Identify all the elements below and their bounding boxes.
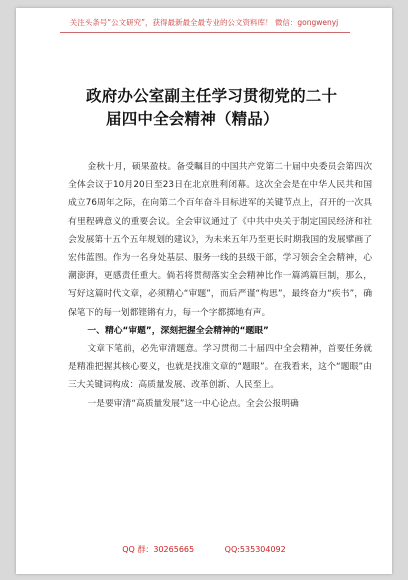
footer-contact bbox=[16, 544, 392, 555]
footer-qq-group: QQ 群：30265665 bbox=[122, 545, 195, 554]
paragraph: 一是要审清“高质量发展”这一中心论点。全会公报明确 bbox=[87, 398, 299, 409]
paragraph: 金秋十月，硕果盈枝。备受瞩目的中国共产党第二十届中央委员会第四次全体会议于10月20日至23日在北京胜利闭幕。这次全会是在中华人民共和国成立76周年之际，在向第二个百年奋斗目标进军的关键节点上，召开的一次具有里程碑意义的重要会议。全会审议通过了《中共中央关于制定国民经济和社会发展第十五个五年规划的建议》，为未来五年乃至更长时期我国的发展擘画了宏伟蓝图。作为一名身处基层、服务一线的县级干部，学习领会全会精神，心潮澎湃，更感责任重大。倘若将贯彻落实全会精神比作一篇鸿篇巨制，那么，写好这篇时代文章，必须精心“审题”，而后严谨“构思”，最终奋力“疾书”，确保笔下的每一划都铿锵有力，每一个字都掷地有声。 bbox=[68, 162, 372, 318]
header-divider bbox=[60, 32, 350, 33]
section-heading: 一、精心“审题”，深刻把握全会精神的“题眼” bbox=[87, 325, 269, 336]
header-promo-note: 关注头条号“公文研究”，获得最新最全最专业的公文资料库！ 微信：gongwenyj bbox=[69, 18, 339, 27]
paragraph: 文章下笔前，必先审清题意。学习贯彻二十届四中全会精神，首要任务就是精准把握其核心要义，也就是找准文章的“题眼”。在我看来，这个“题眼”由三大关键词构成：高质量发展、改革创新、人民至上。 bbox=[68, 344, 372, 391]
title-line-2: 届四中全会精神（精品） bbox=[106, 109, 279, 128]
document-body bbox=[68, 158, 372, 413]
title-line-1: 政府办公室副主任学习贯彻党的二十 bbox=[86, 86, 338, 105]
footer-qq: QQ:535304092 bbox=[224, 545, 286, 554]
document-title bbox=[86, 84, 356, 130]
document-page bbox=[16, 8, 392, 574]
